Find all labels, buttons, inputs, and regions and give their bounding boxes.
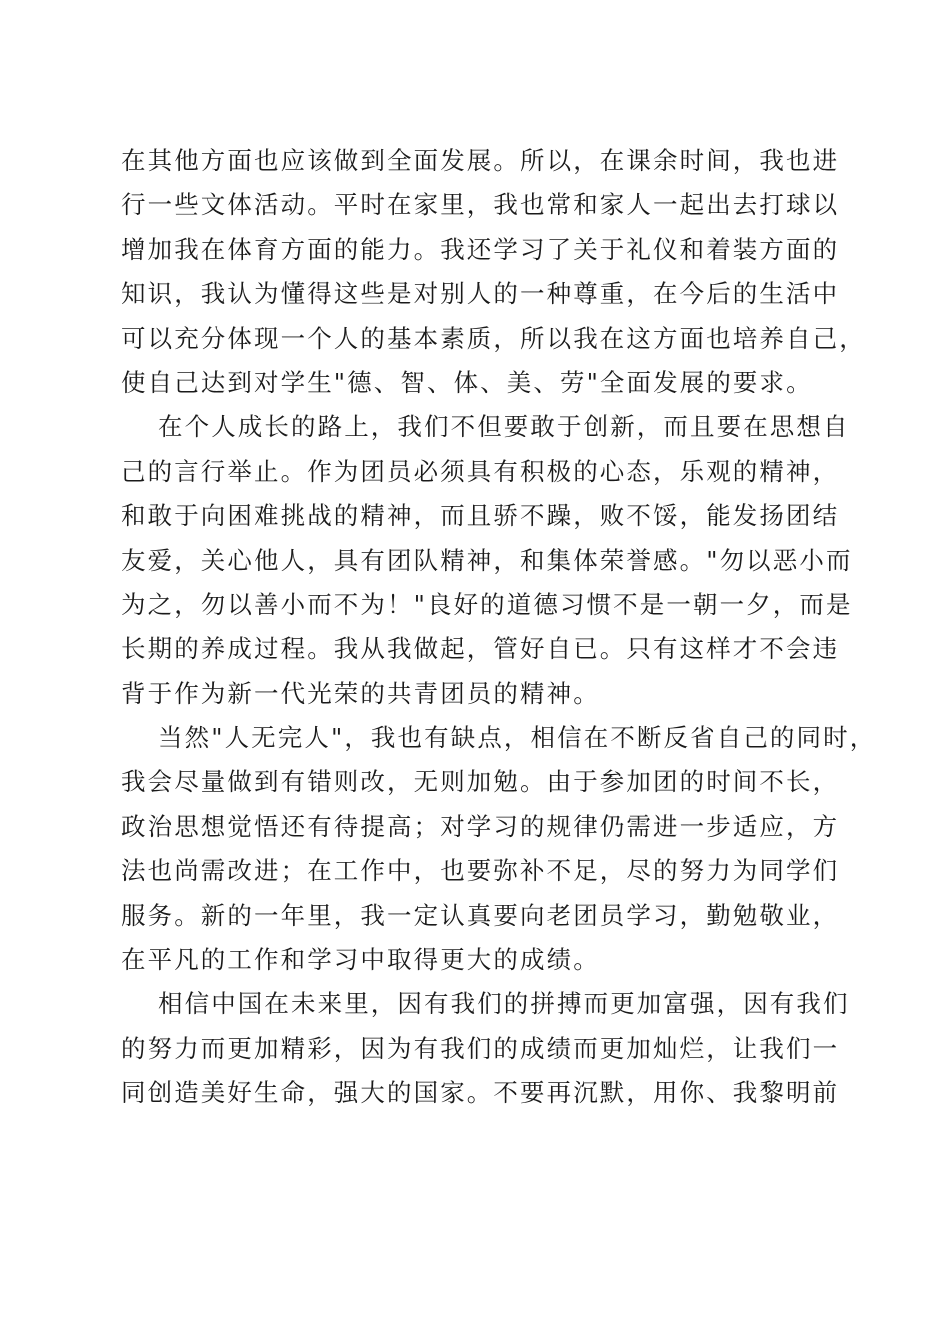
text-line: 背于作为新一代光荣的共青团员的精神。: [121, 678, 600, 708]
text-line: 我会尽量做到有错则改，无则加勉。由于参加团的时间不长，: [121, 767, 840, 797]
text-line: 行一些文体活动。平时在家里，我也常和家人一起出去打球以: [121, 190, 840, 220]
paragraph-first-line: 相信中国在未来里，因有我们的拼搏而更加富强，因有我们: [158, 989, 850, 1019]
text-line: 知识，我认为懂得这些是对别人的一种尊重，在今后的生活中: [121, 279, 840, 309]
text-line: 同创造美好生命，强大的国家。不要再沉默，用你、我黎明前: [121, 1078, 840, 1108]
body-text: [121, 139, 877, 1116]
paragraph-first-line: 当然"人无完人"，我也有缺点，相信在不断反省自己的同时，: [158, 723, 877, 753]
text-line: 在平凡的工作和学习中取得更大的成绩。: [121, 945, 600, 975]
text-line: 增加我在体育方面的能力。我还学习了关于礼仪和着装方面的: [121, 234, 840, 264]
text-line: 己的言行举止。作为团员必须具有积极的心态，乐观的精神，: [121, 456, 840, 486]
text-line: 为之，勿以善小而不为！"良好的道德习惯不是一朝一夕，而是: [121, 589, 853, 619]
text-line: 的努力而更加精彩，因为有我们的成绩而更加灿烂，让我们一: [121, 1033, 840, 1063]
text-line: 可以充分体现一个人的基本素质，所以我在这方面也培养自己，: [121, 323, 866, 353]
text-line: 长期的养成过程。我从我做起，管好自已。只有这样才不会违: [121, 634, 840, 664]
text-line: 使自己达到对学生"德、智、体、美、劳"全面发展的要求。: [121, 367, 813, 397]
text-line: 服务。新的一年里，我一定认真要向老团员学习，勤勉敬业，: [121, 900, 840, 930]
text-line: 友爱，关心他人，具有团队精神，和集体荣誉感。"勿以恶小而: [121, 545, 853, 575]
paragraph-first-line: 在个人成长的路上，我们不但要敢于创新，而且要在思想自: [158, 412, 850, 442]
text-line: 和敢于向困难挑战的精神，而且骄不躁，败不馁，能发扬团结: [121, 501, 840, 531]
text-line: 在其他方面也应该做到全面发展。所以，在课余时间，我也进: [121, 146, 840, 175]
text-line: 法也尚需改进；在工作中，也要弥补不足，尽的努力为同学们: [121, 856, 840, 886]
text-line: 政治思想觉悟还有待提高；对学习的规律仍需进一步适应，方: [121, 811, 840, 841]
